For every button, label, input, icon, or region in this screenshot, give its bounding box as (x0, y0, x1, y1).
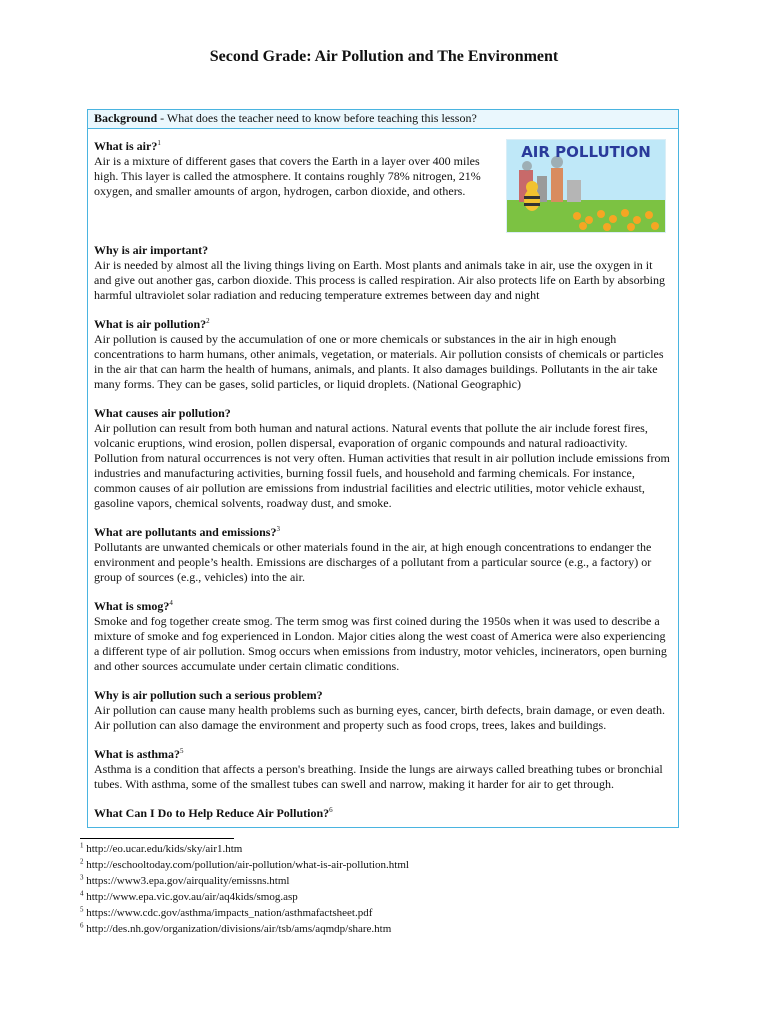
section-what-is-air-pollution (94, 317, 672, 392)
section-what-is-air (94, 139, 672, 229)
section-text: Smoke and fog together create smog. The term smog was first coined during the 1950s when it was used to describe a mixture of smoke and fog experienced in London. Major cities along the west coast of America were also experiencing a different type of air pollution. Smog occurs when emissions from industry, motor vehicles, incinerators, open burning and other sources accumulate under certain climatic conditions. (94, 614, 667, 673)
section-heading: What causes air pollution? (94, 406, 231, 420)
section-causes (94, 406, 672, 511)
footnote-1: $^1$ http://eo.ucar.edu/kids/sky/air1.htm (80, 841, 243, 855)
section-text: Air is a mixture of different gases that covers the Earth in a layer over 400 miles high. This layer is called the atmosphere. It contains roughly 78% nitrogen, 21% oxygen, and smaller amounts of argon, hydrogen, carbon dioxide, and others. (94, 154, 481, 198)
section-heading: What is asthma?$^5$ (94, 747, 184, 761)
footnote-3: $^3$ https://www3.epa.gov/airquality/emissns.html (80, 873, 290, 887)
section-asthma (94, 747, 672, 792)
footnote-5: $^5$ https://www.cdc.gov/asthma/impacts_nation/asthmafactsheet.pdf (80, 905, 373, 919)
section-heading: What is smog?$^4$ (94, 599, 173, 613)
section-heading: Why is air pollution such a serious problem? (94, 688, 323, 702)
footnote-6: $^6$ http://des.nh.gov/organization/divisions/air/tsb/ams/aqmdp/share.htm (80, 921, 392, 935)
section-heading: Why is air important? (94, 243, 209, 257)
page-title: Second Grade: Air Pollution and The Environment (209, 48, 559, 65)
footnote-4: $^4$ http://www.epa.vic.gov.au/air/aq4kids/smog.asp (80, 889, 298, 903)
section-text: Air is needed by almost all the living things living on Earth. Most plants and animals take in air, use the oxygen in it and give out another gas, carbon dioxide. This process is called respiration. Air also protects life on Earth by absorbing harmful ultraviolet solar radiation and reducing temperature extremes between day and night (94, 258, 665, 302)
box-header (88, 110, 678, 129)
section-text: Air pollution is caused by the accumulation of one or more chemicals or substances in the air in high enough concentrations to harm humans, other animals, vegetation, or materials. Air pollution consists of chemicals or particles in the air that can harm the health of humans, animals, and plants. It also damages buildings. Pollutants in the air take many forms. They can be gases, solid particles, or liquid droplets. (National Geographic) (94, 332, 664, 391)
section-pollutants-emissions (94, 525, 672, 585)
section-heading: What is air?$^1$ (94, 139, 161, 153)
illustration-caption: AIR POLLUTION (521, 143, 651, 161)
background-box (87, 109, 679, 828)
section-text: Asthma is a condition that affects a person's breathing. Inside the lungs are airways called breathing tubes or bronchial tubes. With asthma, some of the smallest tubes can swell and narrow, making it harder for air to get through. (94, 762, 663, 791)
box-body (88, 129, 678, 821)
section-heading: What are pollutants and emissions?$^3$ (94, 525, 280, 539)
section-why-air-important (94, 243, 672, 303)
section-heading: What Can I Do to Help Reduce Air Pollution?$^6$ (94, 806, 333, 820)
section-smog (94, 599, 672, 674)
section-heading: What is air pollution?$^2$ (94, 317, 210, 331)
section-text: Pollutants are unwanted chemicals or other materials found in the air, at high enough concentrations to endanger the environment and people’s health. Emissions are discharges of a pollutant from a particular source (e.g., a factory) or group of sources (e.g., vehicles) into the air. (94, 540, 652, 584)
footnote-2: $^2$ http://eschooltoday.com/pollution/air-pollution/what-is-air-pollution.html (80, 857, 409, 871)
header-label: Background (94, 111, 158, 125)
section-help-reduce (94, 806, 672, 821)
section-text: Air pollution can cause many health problems such as burning eyes, cancer, birth defects, brain damage, or even death. Air pollution can also damage the environment and property such as food crops, trees, lakes and buildings. (94, 703, 665, 732)
section-text: Air pollution can result from both human and natural actions. Natural events that pollute the air include forest fires, volcanic eruptions, wind erosion, pollen dispersal, evaporation of organic compounds and natural radioactivity. Pollution from natural occurrences is not very often. Human activities that result in air pollution include emissions from industries and manufacturing activities, burning fossil fuels, and household and farming chemicals. For instance, common causes of air pollution are emissions from industrial facilities and electric utilities, motor vehicle exhaust, gasoline vapors, chemical solvents, roadway dust, and smoke. (94, 421, 670, 510)
air-pollution-illustration (506, 139, 666, 233)
section-serious-problem (94, 688, 672, 733)
header-question: - What does the teacher need to know before teaching this lesson? (157, 111, 477, 125)
footnote-rule (80, 838, 234, 839)
